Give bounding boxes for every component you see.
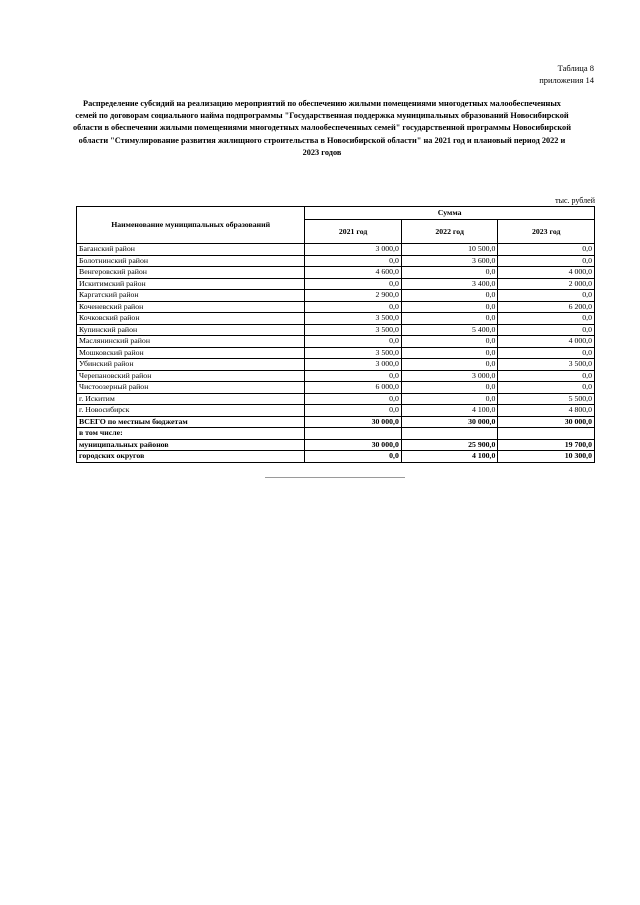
value-2023: 0,0 — [498, 290, 595, 302]
value-2023: 5 500,0 — [498, 393, 595, 405]
row-name: Коченевский район — [77, 301, 305, 313]
value-2023: 2 000,0 — [498, 278, 595, 290]
table-row — [77, 290, 595, 302]
row-name: Убинский район — [77, 359, 305, 371]
value-2021: 0,0 — [305, 405, 402, 417]
value-2023: 0,0 — [498, 370, 595, 382]
value-2021: 2 900,0 — [305, 290, 402, 302]
including-label: в том числе: — [77, 428, 305, 440]
total-2022: 30 000,0 — [401, 416, 498, 428]
value-2023: 0,0 — [498, 244, 595, 256]
row-name: г. Новосибирск — [77, 405, 305, 417]
value-2022: 0,0 — [401, 301, 498, 313]
table-row — [77, 244, 595, 256]
document-title: Распределение субсидий на реализацию мероприятий по обеспечению жилыми помещениями многодетных малообеспеченных семей по договорам социального найма подпрограммы "Государственная поддержка муниципальных образований Новосибирской области в обеспечении жилыми помещениями многодетных малообеспеченных семей" государственной программы Новосибирской области "Стимулирование развития жилищного строительства в Новосибирской области" на 2021 год и плановый период 2022 и 2023 годов — [73, 99, 571, 157]
municipal-districts-row — [77, 439, 595, 451]
value-2022: 0,0 — [401, 393, 498, 405]
row-name: Мошковский район — [77, 347, 305, 359]
value-2022: 3 000,0 — [401, 370, 498, 382]
column-header-sum: Сумма — [305, 207, 595, 220]
value-2022: 0,0 — [401, 347, 498, 359]
urban-2021: 0,0 — [305, 451, 402, 463]
value-2022: 0,0 — [401, 382, 498, 394]
column-header-2023: 2023 год — [498, 220, 595, 244]
value-2023: 6 200,0 — [498, 301, 595, 313]
table-row — [77, 405, 595, 417]
value-2022: 10 500,0 — [401, 244, 498, 256]
urban-districts-row — [77, 451, 595, 463]
row-name: Искитимский район — [77, 278, 305, 290]
total-2023: 30 000,0 — [498, 416, 595, 428]
total-2021: 30 000,0 — [305, 416, 402, 428]
municipal-districts-label: муниципальных районов — [77, 439, 305, 451]
table-row — [77, 382, 595, 394]
table-row — [77, 255, 595, 267]
row-name: Каргатский район — [77, 290, 305, 302]
value-2022: 0,0 — [401, 336, 498, 348]
value-2023: 0,0 — [498, 382, 595, 394]
value-2021: 0,0 — [305, 336, 402, 348]
urban-2023: 10 300,0 — [498, 451, 595, 463]
row-name: Чистоозерный район — [77, 382, 305, 394]
value-2021: 3 000,0 — [305, 244, 402, 256]
subsidy-table — [76, 206, 595, 463]
value-2023: 3 500,0 — [498, 359, 595, 371]
table-row — [77, 313, 595, 325]
value-2022: 5 400,0 — [401, 324, 498, 336]
value-2021: 0,0 — [305, 255, 402, 267]
column-header-2022: 2022 год — [401, 220, 498, 244]
table-row — [77, 324, 595, 336]
value-2021: 0,0 — [305, 370, 402, 382]
value-2022: 3 400,0 — [401, 278, 498, 290]
value-2022: 0,0 — [401, 359, 498, 371]
value-2022: 4 100,0 — [401, 405, 498, 417]
divider-line — [265, 477, 405, 478]
table-row — [77, 336, 595, 348]
row-name: Маслянинский район — [77, 336, 305, 348]
value-2021: 6 000,0 — [305, 382, 402, 394]
value-2023: 4 000,0 — [498, 267, 595, 279]
appendix-label: приложения 14 — [539, 75, 594, 85]
total-row — [77, 416, 595, 428]
row-name: Черепановский район — [77, 370, 305, 382]
units-label: тыс. рублей — [555, 196, 595, 205]
value-2021: 3 500,0 — [305, 347, 402, 359]
value-2023: 4 800,0 — [498, 405, 595, 417]
value-2022: 3 600,0 — [401, 255, 498, 267]
municipal-2021: 30 000,0 — [305, 439, 402, 451]
table-number-label: Таблица 8 — [557, 63, 594, 73]
table-row — [77, 359, 595, 371]
row-name: Купинский район — [77, 324, 305, 336]
row-name: г. Искитим — [77, 393, 305, 405]
municipal-2022: 25 900,0 — [401, 439, 498, 451]
table-row — [77, 267, 595, 279]
value-2021: 3 000,0 — [305, 359, 402, 371]
municipal-2023: 19 700,0 — [498, 439, 595, 451]
column-header-name: Наименование муниципальных образований — [77, 207, 305, 244]
row-name: Баганский район — [77, 244, 305, 256]
table-row — [77, 278, 595, 290]
value-2021: 0,0 — [305, 393, 402, 405]
value-2021: 4 600,0 — [305, 267, 402, 279]
value-2023: 0,0 — [498, 255, 595, 267]
row-name: Венгеровский район — [77, 267, 305, 279]
row-name: Кочковский район — [77, 313, 305, 325]
urban-districts-label: городских округов — [77, 451, 305, 463]
table-row — [77, 301, 595, 313]
value-2023: 4 000,0 — [498, 336, 595, 348]
table-reference — [539, 62, 594, 86]
value-2022: 0,0 — [401, 290, 498, 302]
column-header-2021: 2021 год — [305, 220, 402, 244]
table-row — [77, 347, 595, 359]
value-2021: 3 500,0 — [305, 324, 402, 336]
value-2022: 0,0 — [401, 267, 498, 279]
urban-2022: 4 100,0 — [401, 451, 498, 463]
including-row — [77, 428, 595, 440]
value-2021: 0,0 — [305, 278, 402, 290]
value-2021: 0,0 — [305, 301, 402, 313]
value-2022: 0,0 — [401, 313, 498, 325]
value-2023: 0,0 — [498, 347, 595, 359]
table-row — [77, 370, 595, 382]
value-2021: 3 500,0 — [305, 313, 402, 325]
row-name: Болотнинский район — [77, 255, 305, 267]
value-2023: 0,0 — [498, 313, 595, 325]
total-label: ВСЕГО по местным бюджетам — [77, 416, 305, 428]
value-2023: 0,0 — [498, 324, 595, 336]
table-row — [77, 393, 595, 405]
